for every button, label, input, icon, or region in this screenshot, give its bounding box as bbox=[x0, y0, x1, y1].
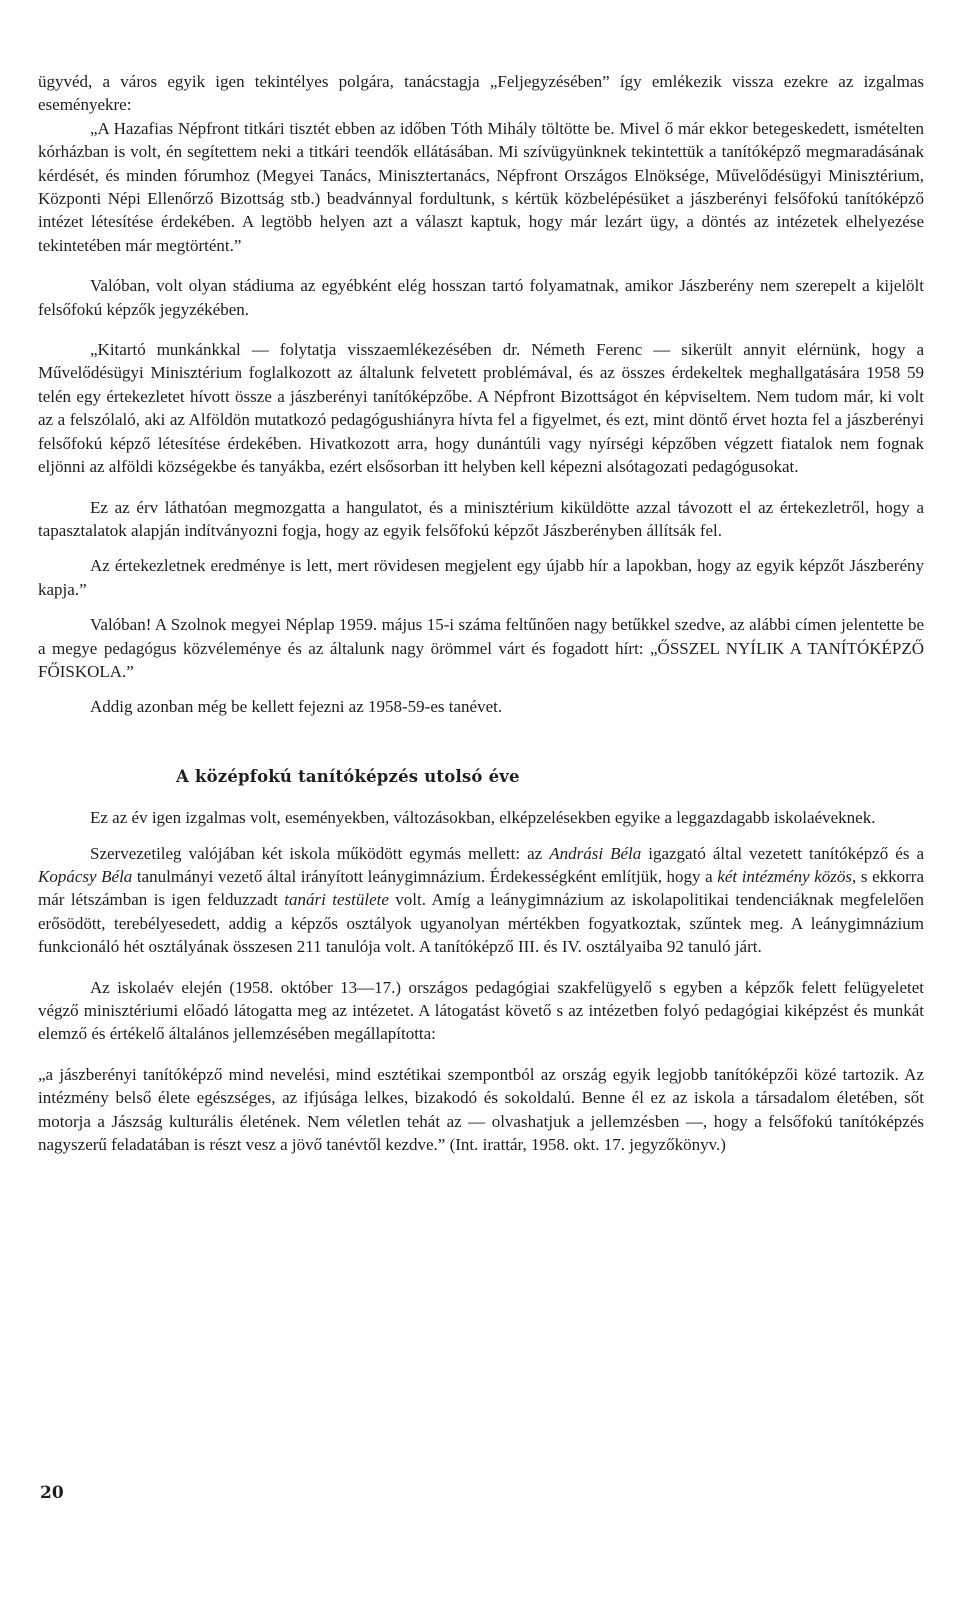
section-heading: A középfokú tanítóképzés utolsó éve bbox=[176, 766, 520, 786]
paragraph-8: Addig azonban még be kellett fejezni az 1958-59-es tanévet. bbox=[90, 697, 503, 717]
paragraph-3: Valóban, volt olyan stádiuma az egyébként elég hosszan tartó folyamatnak, amikor Jászberény nem szerepelt a kijelölt felsőfokú képzők jegyzékében. bbox=[38, 276, 924, 319]
paragraph-9: Ez az év igen izgalmas volt, eseményekben, változásokban, elképzelésekben egyike a leggazdagabb iskolaéveknek. bbox=[90, 808, 876, 828]
paragraph-7: Valóban! A Szolnok megyei Néplap 1959. május 15-i száma feltűnően nagy betűkkel szedve, az alábbi címen jelentette be a megye pedagógus közvéleménye és az általunk nagy örömmel várt és fogadott hírt: „ŐSSZEL NYÍLIK A TANÍTÓKÉPZŐ FŐISKOLA.” bbox=[38, 615, 924, 681]
paragraph-6: Az értekezletnek eredménye is lett, mert rövidesen megjelent egy újabb hír a lapokban, hogy az egyik képzőt Jászberény kapja.” bbox=[38, 556, 924, 599]
p10-emphasis-tanari-testulete: tanári testülete bbox=[284, 890, 389, 910]
p10-text-e: tanulmányi vezető által irányított leánygimnázium. Érdekességként említjük, hogy a bbox=[132, 866, 718, 886]
p10-text-g: s ekkorra már létszámban is igen felduzzadt bbox=[38, 866, 925, 910]
paragraph-10 bbox=[38, 842, 924, 959]
p10-text-a: Szervezetileg valójában két iskola működött egymás mellett: az bbox=[90, 843, 550, 863]
p10-name-kopacsy: Kopácsy Béla bbox=[38, 866, 133, 886]
paragraph-12-quote: „a jászberényi tanítóképző mind nevelési, mind esztétikai szempontból az ország egyik legjobb tanítóképzői közé tartozik. Az intézmény belső élete egészséges, az ifjúsága lelkes, bizakodó és sokoldalú. Benne él ez az iskola a társadalom életében, sőt motorja a Jászság kulturális életének. Nem véletlen tehát az — olvashatjuk a jellemzésben —, hogy a felsőfokú tanítóképzés nagyszerű feladatában is részt vesz a jövő tanévtől kezdve.” (Int. irattár, 1958. okt. 17. jegyzőkönyv.) bbox=[38, 1064, 924, 1155]
page-number: 20 bbox=[40, 1483, 64, 1503]
p10-text-i: volt. Amíg a leánygimnázium az iskolapolitikai tendenciáknak megfelelően erősödött, terebélyesedett, addig a képzős osztályok ugyanolyan mértékben fogyatkoztak, szűntek meg. A leánygimnázium funkcionáló hét osztályának összesen 211 tanulója volt. A tanítóképző III. és IV. osztályaiba 92 tanuló járt. bbox=[38, 890, 924, 957]
paragraph-11: Az iskolaév elején (1958. október 13—17.) országos pedagógiai szakfelügyelő s egyben a képzők felett felügyeletet végző minisztériumi előadó látogatta meg az intézetet. A látogatást követő s az intézetben folyó pedagógiai kiképzést és munkát elemző és értékelő általános jellemzésében megállapította: bbox=[38, 977, 924, 1044]
p10-name-andrasi: Andrási Béla bbox=[549, 843, 642, 863]
paragraph-4: „Kitartó munkánkkal — folytatja visszaemlékezésében dr. Németh Ferenc — sikerült annyit elérnünk, hogy a Művelődésügyi Minisztérium foglalkozott az általunk felvetett problémával, és az összes érdekeltek meghallgatására 1958 59 telén egy értekezletet hívott össze a jászberényi tanítóképzőbe. A Népfront Bizottságot én képviseltem. Nem tudom már, ki volt az a felszólaló, aki az Alföldön mutatkozó pedagógushiányra hívta fel a figyelmet, és ezt, mint döntő érvet hozta fel a jászberényi felsőfokú képző létesítése érdekében. Hivatkozott arra, hogy dunántúli vagy nyírségi képzőben végzett fiatalok nem fognak eljönni az alföldi községekbe és tanyákba, ezért elsősorban itt helyben kell képezni alsótagozati pedagógusokat. bbox=[38, 340, 924, 477]
page-body bbox=[38, 70, 924, 1156]
p10-emphasis-ket-intezmeny: két intézmény közös, bbox=[717, 866, 857, 886]
paragraph-1: ügyvéd, a város egyik igen tekintélyes polgára, tanácstagja „Feljegyzésében” így emlékezik vissza ezekre az izgalmas eseményekre: bbox=[38, 72, 924, 115]
paragraph-2: „A Hazafias Népfront titkári tisztét ebben az időben Tóth Mihály töltötte be. Mivel ő már ekkor betegeskedett, ismételten kórházban is volt, én segítettem neki a titkári teendők ellátásában. Mi szívügyünknek tekintettük a tanítóképző megmaradásának kérdését, és minden fórumhoz (Megyei Tanács, Minisztertanács, Népfront Országos Elnöksége, Művelődésügyi Minisztérium, Központi Népi Ellenőrző Bizottság stb.) beadvánnyal fordultunk, s kértük közbelépésüket a jászberényi felsőfokú tanítóképző intézet létesítése érdekében. A legtöbb helyen azt a választ kaptuk, hogy már lezárt ügy, a döntés az intézetek elhelyezése tekintetében már megtörtént.” bbox=[38, 118, 924, 255]
p10-text-c: igazgató által vezetett tanítóképző és a bbox=[641, 843, 924, 863]
paragraph-5: Ez az érv láthatóan megmozgatta a hangulatot, és a minisztérium kiküldötte azzal távozott el az értekezletről, hogy a tapasztalatok alapján indítványozni fogja, hogy az egyik felsőfokú képzőt Jászberényben állítsák fel. bbox=[38, 497, 924, 540]
